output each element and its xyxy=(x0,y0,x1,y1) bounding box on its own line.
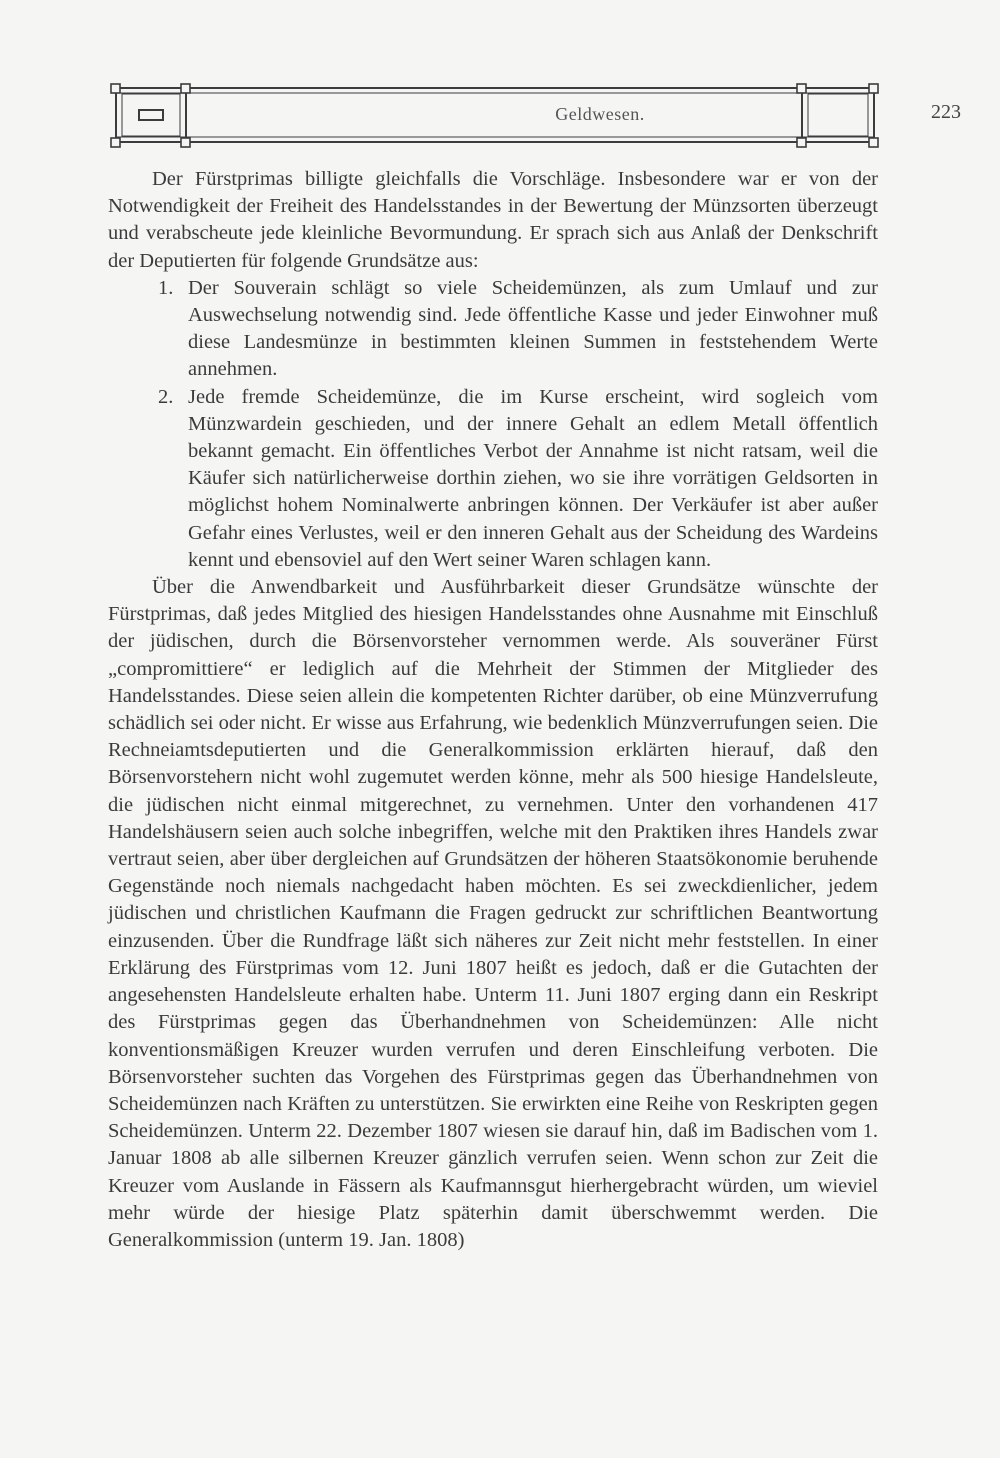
page-number: 223 xyxy=(931,101,961,123)
main-paragraph: Über die Anwendbarkeit und Ausführbarkeit dieser Grundsätze wünschte der Fürstprimas, daß jedes Mitglied des hiesigen Handelsstandes ohne Ausnahme mit Einschluß der jüdischen, durch die Börsenvorsteher vernommen werde. Als souveräner Fürst „compromittiere“ er lediglich auf die Mehrheit der Stimmen der Mitglieder des Handelsstandes. Diese seien allein die kompetenten Richter darüber, ob eine Münzverrufung schädlich sei oder nicht. Er wisse aus Erfahrung, wie bedenklich Münzverrufungen seien. Die Rechneiamtsdeputierten und die Generalkommission erklärten hierauf, daß den Börsenvorstehern nicht wohl zugemutet werden könne, mehr als 500 hiesige Handelsleute, die jüdischen nicht einmal mitgerechnet, zu vernehmen. Unter den vorhandenen 417 Handelshäusern seien auch solche inbegriffen, welche mit den Praktiken ihres Handels zwar vertraut seien, aber über dergleichen auf Grundsätzen der höheren Staatsökonomie beruhende Gegenstände noch niemals nachgedacht haben möchten. Es sei zweckdienlicher, jedem jüdischen und christlichen Kaufmann die Fragen gedruckt zur schriftlichen Beantwortung einzusenden. Über die Rundfrage läßt sich näheres zur Zeit nicht mehr feststellen. In einer Erklärung des Fürstprimas vom 12. Juni 1807 heißt es jedoch, daß er die Gutachten der angesehensten Handelsleute erhalten habe. Unterm 11. Juni 1807 erging dann ein Reskript des Fürstprimas gegen das Überhandnehmen von Scheidemünzen: Alle nicht konventionsmäßigen Kreuzer wurden verrufen und deren Einschleifung verboten. Die Börsenvorsteher suchten das Vorgehen des Fürstprimas gegen das Überhandnehmen von Scheidemünzen nach Kräften zu unterstützen. Sie erwirkten eine Reihe von Reskripten gegen Scheidemünzen. Unterm 22. Dezember 1807 wiesen sie darauf hin, daß im Badischen vom 1. Januar 1808 ab alle silbernen Kreuzer gänzlich verrufen seien. Wenn schon zur Zeit die Kreuzer vom Auslande in Fässern als Kaufmannsgut hierhergebracht würden, um wieviel mehr würde der hiesige Platz späterhin damit überschwemmt werden. Die Generalkommission (unterm 19. Jan. 1808) xyxy=(108,576,878,1251)
list-item xyxy=(108,275,878,384)
list-item-number: 1. xyxy=(158,276,174,299)
list-item-text: Der Souverain schlägt so viele Scheidemünzen, als zum Umlauf und zur Auswechselung notwendig sind. Jede öffentliche Kasse und jeder Einwohner muß diese Landesmünze in bestimmten kleinen Summen in feststehendem Werte annehmen. xyxy=(188,276,878,381)
running-head: Geldwesen. xyxy=(555,104,645,124)
intro-paragraph: Der Fürstprimas billigte gleichfalls die Vorschläge. Insbesondere war er von der Notwendigkeit der Freiheit des Handelsstandes in der Bewertung der Münzsorten überzeugt und verabscheute jede kleinliche Bevormundung. Er sprach sich aus Anlaß der Denkschrift der Deputierten für folgende Grundsätze aus: xyxy=(108,168,878,272)
body-text xyxy=(108,166,878,1254)
list-item-number: 2. xyxy=(158,385,174,408)
list-item-text: Jede fremde Scheidemünze, die im Kurse erscheint, wird sogleich vom Münzwardein geschieden, und der innere Gehalt an edlem Metall öffentlich bekannt gemacht. Ein öffentliches Verbot der Annahme ist nicht ratsam, weil die Käufer sich natürlicherweise dorthin ziehen, wo sie ihre vorrätigen Geldsorten in möglichst hohem Nominalwerte anbringen können. Der Verkäufer ist aber außer Gefahr eines Verlustes, weil er den inneren Gehalt aus der Scheidung des Wardeins kennt und ebensoviel auf den Wert seiner Waren schlagen kann. xyxy=(188,385,878,571)
page-header xyxy=(108,82,961,148)
list-item xyxy=(108,384,878,574)
principles-list xyxy=(108,275,878,574)
